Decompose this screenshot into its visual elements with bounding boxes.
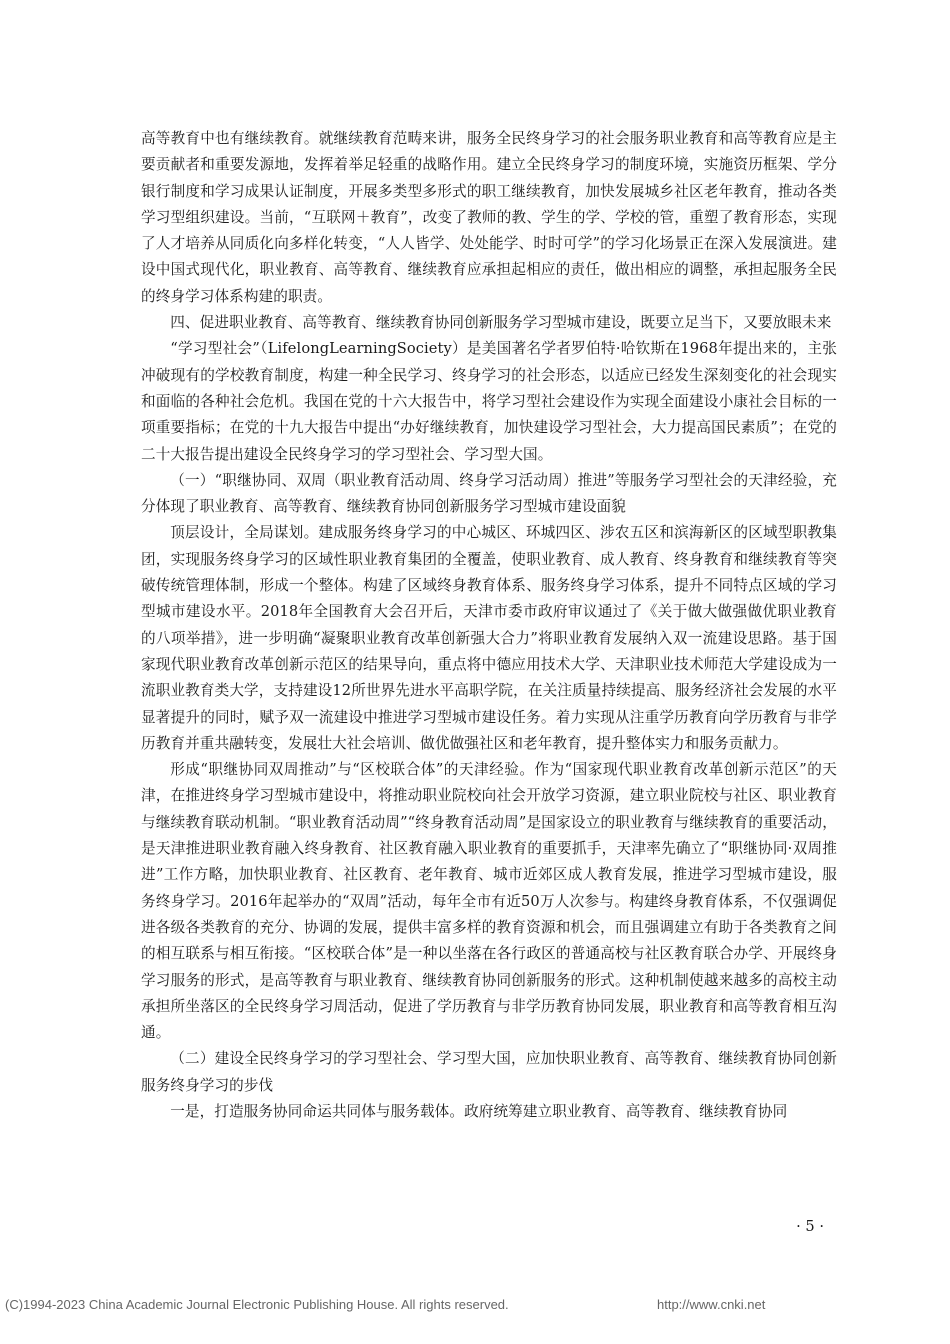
body-paragraph: 形成“职继协同双周推动”与“区校联合体”的天津经验。作为“国家现代职业教育改革创新示范区”的天津，在推进终身学习型城市建设中，将推动职业院校向社会开放学习资源，建立职业院校与社区、职业教育与继续教育联动机制。“职业教育活动周”“终身教育活动周”是国家设立的职业教育与继续教育的重要活动，是天津推进职业教育融入终身教育、社区教育融入职业教育的重要抓手，天津率先确立了“职继协同·双周推进”工作方略，加快职业教育、社区教育、老年教育、城市近郊区成人教育发展，推进学习型城市建设，服务终身学习。2016年起举办的“双周”活动，每年全市有近50万人次参与。构建终身教育体系，不仅强调促进各级各类教育的充分、协调的发展，提供丰富多样的教育资源和机会，而且强调建立有助于各类教育之间的相互联系与相互衔接。“区校联合体”是一种以坐落在各行政区的普通高校与社区教育联合办学、开展终身学习服务的形式，是高等教育与职业教育、继续教育协同创新服务的形式。这种机制使越来越多的高校主动承担所坐落区的全民终身学习周活动，促进了学历教育与非学历教育协同发展，职业教育和高等教育相互沟通。 — [141, 761, 837, 1042]
body-paragraph: “学习型社会”（LifelongLearningSociety）是美国著名学者罗伯特·哈钦斯在1968年提出来的，主张冲破现有的学校教育制度，构建一种全民学习、终身学习的社会形态，以适应已经发生深刻变化的社会现实和面临的各种社会危机。我国在党的十六大报告中，将学习型社会建设作为实现全面建设小康社会目标的一项重要指标；在党的十九大报告中提出“办好继续教育，加快建设学习型社会，大力提高国民素质”；在党的二十大报告提出建设全民终身学习的学习型社会、学习型大国。 — [141, 340, 837, 463]
section-heading: 四、促进职业教育、高等教育、继续教育协同创新服务学习型城市建设，既要立足当下，又要放眼未来 — [170, 314, 832, 332]
copyright-notice: (C)1994-2023 China Academic Journal Electronic Publishing House. All rights reserved. — [5, 1297, 509, 1312]
footer-link[interactable]: http://www.cnki.net — [657, 1297, 766, 1312]
subsection-heading: （二）建设全民终身学习的学习型社会、学习型大国，应加快职业教育、高等教育、继续教育协同创新服务终身学习的步伐 — [141, 1050, 837, 1094]
article-body — [141, 126, 837, 1125]
subsection-heading: （一）“职继协同、双周（职业教育活动周、终身学习活动周）推进”等服务学习型社会的天津经验，充分体现了职业教育、高等教育、继续教育协同创新服务学习型城市建设面貌 — [141, 471, 837, 516]
body-paragraph: 顶层设计，全局谋划。建成服务终身学习的中心城区、环城四区、涉农五区和滨海新区的区域型职教集团，实现服务终身学习的区域性职业教育集团的全覆盖，使职业教育、成人教育、终身教育和继续教育等突破传统管理体制，形成一个整体。构建了区域终身教育体系、服务终身学习体系，提升不同特点区域的学习型城市建设水平。2018年全国教育大会召开后，天津市委市政府审议通过了《关于做大做强做优职业教育的八项举措》，进一步明确“凝聚职业教育改革创新强大合力”将职业教育发展纳入双一流建设思路。基于国家现代职业教育改革创新示范区的结果导向，重点将中德应用技术大学、天津职业技术师范大学建设成为一流职业教育类大学，支持建设12所世界先进水平高职学院，在关注质量持续提高、服务经济社会发展的水平显著提升的同时，赋予双一流建设中推进学习型城市建设任务。着力实现从注重学历教育向学历教育与非学历教育并重共融转变，发展壮大社会培训、做优做强社区和老年教育，提升整体实力和服务贡献力。 — [141, 524, 837, 752]
body-paragraph: 一是，打造服务协同命运共同体与服务载体。政府统筹建立职业教育、高等教育、继续教育协同 — [170, 1102, 788, 1120]
page-number: · 5 · — [796, 1218, 824, 1235]
body-paragraph: 高等教育中也有继续教育。就继续教育范畴来讲，服务全民终身学习的社会服务职业教育和高等教育应是主要贡献者和重要发源地，发挥着举足轻重的战略作用。建立全民终身学习的制度环境，实施资历框架、学分银行制度和学习成果认证制度，开展多类型多形式的职工继续教育，加快发展城乡社区老年教育，推动各类学习型组织建设。当前，“互联网＋教育”，改变了教师的教、学生的学、学校的管，重塑了教育形态，实现了人才培养从同质化向多样化转变，“人人皆学、处处能学、时时可学”的学习化场景正在深入发展演进。建设中国式现代化，职业教育、高等教育、继续教育应承担起相应的责任，做出相应的调整，承担起服务全民的终身学习体系构建的职责。 — [141, 130, 837, 305]
